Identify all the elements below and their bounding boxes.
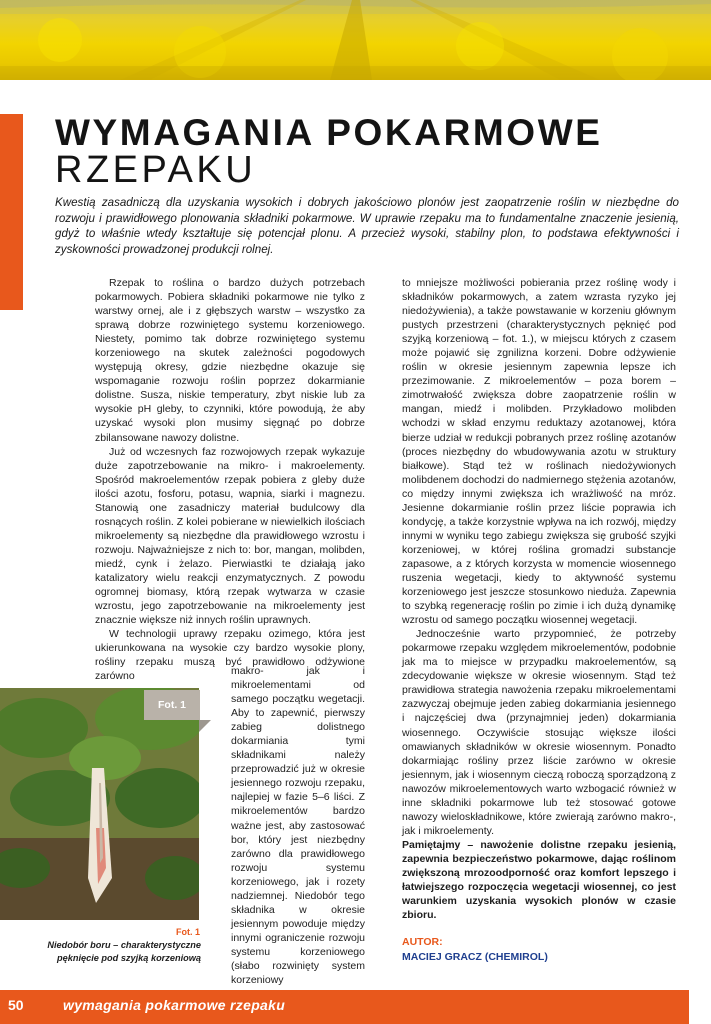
- rapeseed-field-image: [0, 0, 711, 80]
- author-label: AUTOR:: [402, 936, 443, 948]
- author-name: MACIEJ GRACZ (CHEMIROL): [402, 951, 548, 963]
- text-column-2: [402, 276, 676, 922]
- paragraph: makro- jak i mikroelementami od samego początku wegetacji. Aby to zapewnić, pierwszy zabieg dolistnego dokarmiania tymi składnikami należy przeprowadzić już w okresie jesiennego rozwoju rzepaku, najlepiej w fazie 5–6 liści. Z mikroelementów bardzo ważne jest, aby zastosować bor, który jest niezbędny zarówno dla prawidłowego rozwoju systemu korzeniowego, jak i rozety nadziemnej. Niedobór tego składnika w okresie jesiennym powoduje między innymi ograniczenie rozwoju systemu korzeniowego (słabo rozwinięty system korzeniowy: [231, 665, 365, 987]
- paragraph: Jednocześnie warto przypomnieć, że potrzeby pokarmowe rzepaku względem mikroelementów, podobnie jak ma to miejsce w przypadku makroelementów, są zdecydowanie większe w okresie wiosennym. Stąd też prawidłowa strategia nawożenia rzepaku mikroelementami zazwyczaj obejmuje jeden zabieg dokarmiania jesiennego i najczęściej dwa (przynajmniej jeden) dokarmiania wiosennego. Oczywiście stosując większe ilości omawianych składników w okresie wiosennym. Ponadto dokarmiając rośliny przez liście zarówno w okresie jesiennym, jak i wiosennym cieczą roboczą sporządzoną z nawozów mikroelementowych warto wzbogacić również w inne składniki pokarmowe lub też stosować gotowe nawozy wieloskładnikowe, które zwierają zarówno makro-, jak i mikroelementy.: [402, 628, 676, 837]
- photo-caption: Niedobór boru – charakterystyczne pęknięcie pod szyjką korzeniową: [47, 940, 201, 963]
- rapeseed-root-image: [0, 688, 199, 920]
- paragraph: Już od wczesnych faz rozwojowych rzepak wykazuje duże zapotrzebowanie na mikro- i makroelementy. Spośród makroelementów rzepak pobiera z gleby duże ilości azotu, fosforu, potasu, wapnia, siarki i magnezu. Stanowią one zasadniczy materiał budulcowy dla rosnących roślin. Z kolei pobierane w niewielkich ilościach mikroelementy są niezbędne dla prawidłowego wzrostu i rozwoju. Najważniejsze z nich to: bor, mangan, molibden, miedź, cynk i żelazo. Pierwiastki te działają jako katalizatory wielu reakcji enzymatycznych. Z powodu ogromnej biomasy, którą rzepak wytwarza w czasie wzrostu, jego zapotrzebowanie na mikroelementy jest znacznie większe niż innych roślin uprawnych.: [95, 445, 365, 627]
- article-title-line1: WYMAGANIA POKARMOWE: [55, 112, 603, 153]
- paragraph: to mniejsze możliwości pobierania przez roślinę wody i składników pokarmowych, a zatem wzrasta ryzyko jej niedożywienia), a także powstawanie w korzeniu głównym pustych przestrzeni (charakterystycznych pęknięć pod szyjką korzeniową – fot. 1.), w miejscu których z czasem może pojawić się zgnilizna korzeni. Dobre odżywienie roślin w okresie jesiennym zapewnia lepsze ich przezimowanie. Z mikroelementów – poza borem – zimotrwałość zwiększa dobre zaopatrzenie roślin w mangan, miedź i molibden. Przykładowo molibden wchodzi w skład enzymu reduktazy azotanowej, która bierze udział w redukcji pobranych przez roślinę azotanów (proces niezbędny do wbudowywania azotu w struktury białkowe). Stąd też w roślinach niedożywionych molibdenem dochodzi do nadmiernego stężenia azotanów, co między innymi zwiększa ich wrażliwość na mróz. Jesienne dokarmianie roślin przez liście poprawia ich kondycję, a także korzystnie wpływa na ich rozwój, między innymi w wyniku tego zabiegu zwiększa się grubość szyjki korzeniowej, w której roślina gromadzi substancje zapasowe, a z których korzysta w momencie wiosennego ruszenia wegetacji, kiedy to aktywność systemu korzeniowego jest jeszcze stosunkowo nieduża. Zapewnia to szybką regenerację roślin po zimie i ich dużą dynamikę wzrostu od samego początku wiosennej wegetacji.: [402, 277, 676, 627]
- summary-paragraph: Pamiętajmy – nawożenie dolistne rzepaku jesienią, zapewnia bezpieczeństwo pokarmowe, dając roślinom zwiększoną mrozoodporność oraz komfort lepszego i łatwiejszego rozpoczęcia wegetacji wiosennej, co jest warunkiem uzyskania wysokich plonów w czasie zbioru.: [402, 838, 676, 922]
- root-photo: [0, 688, 199, 920]
- photo-tag-corner: [199, 720, 211, 732]
- paragraph: W technologii uprawy rzepaku ozimego, która jest ukierunkowana na wysokie czy bardzo wysokie plony, rośliny rzepaku muszą być prawidłowo odżywione zarówno: [95, 628, 365, 683]
- text-column-1: [95, 276, 365, 683]
- article-lead: Kwestią zasadniczą dla uzyskania wysokich i dobrych jakościowo plonów jest zaopatrzenie roślin w niezbędne do rozwoju i prawidłowego plonowania składniki pokarmowe. W uprawie rzepaku ma to fundamentalne znaczenie jesienią, gdyż to właśnie wtedy kształtuje się potencjał plonu. A przecież wysoki, stabilny plon, to podstawa efektywności i zyskowności prowadzonej produkcji rolnej.: [55, 196, 679, 256]
- paragraph: Rzepak to roślina o bardzo dużych potrzebach pokarmowych. Pobiera składniki pokarmowe nie tylko z warstwy ornej, ale i z głębszych warstw – wszystko za sprawą dobrze rozwiniętego systemu korzeniowego. Niestety, pomimo tak dobrze rozwiniętego systemu korzeniowego na skutek zależności pogodowych występują okresy, gdzie niezbędne okazuje się wspomaganie rozwoju roślin poprzez dokarmianie dolistne. Susza, niskie temperatury, zbyt niskie lub za wysokie pH gleby, to czynniki, które powodują, że aby uzyskać wysoki plon musimy sięgnąć po dobrze zbilansowane nawozy dolistne.: [95, 277, 365, 444]
- article-title-line2: RZEPAKU: [55, 149, 257, 191]
- photo-caption-number: Fot. 1: [176, 927, 200, 937]
- text-column-1-continued: [231, 664, 365, 987]
- photo-tag: Fot. 1: [144, 690, 200, 720]
- page-number: 50: [8, 997, 24, 1013]
- rapeseed-field-banner: [0, 0, 711, 80]
- footer-section-title: wymagania pokarmowe rzepaku: [63, 997, 286, 1013]
- accent-side-bar: [0, 114, 23, 310]
